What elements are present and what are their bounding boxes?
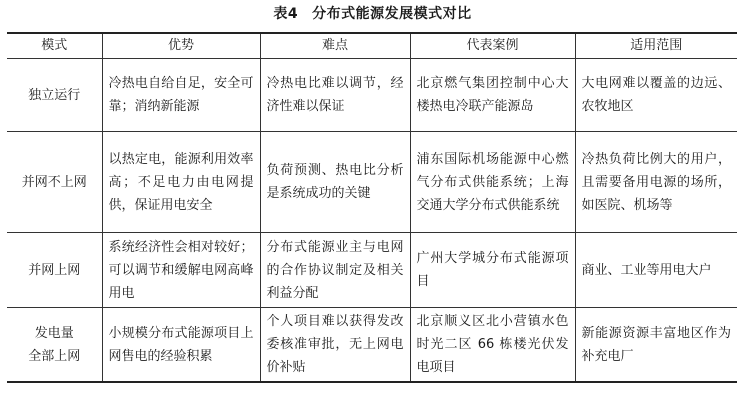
cell-scope: 冷热负荷比例大的用户，且需要备用电源的场所，如医院、机场等 bbox=[575, 132, 737, 233]
header-difficulty: 难点 bbox=[260, 33, 410, 59]
cell-mode: 独立运行 bbox=[7, 59, 102, 132]
cell-scope: 大电网难以覆盖的边远、农牧地区 bbox=[575, 59, 737, 132]
table-row bbox=[7, 308, 737, 383]
cell-mode-line1: 发电量 bbox=[34, 325, 74, 341]
header-case: 代表案例 bbox=[410, 33, 575, 59]
table-row bbox=[7, 59, 737, 132]
cell-advantage: 系统经济性会相对较好；可以调节和缓解电网高峰用电 bbox=[102, 233, 260, 308]
table-row bbox=[7, 132, 737, 233]
cell-scope: 商业、工业等用电大户 bbox=[575, 233, 737, 308]
cell-difficulty: 冷热电比难以调节，经济性难以保证 bbox=[260, 59, 410, 132]
comparison-table bbox=[7, 32, 737, 383]
cell-case: 广州大学城分布式能源项目 bbox=[410, 233, 575, 308]
cell-mode bbox=[7, 308, 102, 383]
cell-mode-line2: 全部上网 bbox=[28, 348, 81, 364]
cell-advantage: 小规模分布式能源项目上网售电的经验积累 bbox=[102, 308, 260, 383]
header-mode: 模式 bbox=[7, 33, 102, 59]
header-scope: 适用范围 bbox=[575, 33, 737, 59]
cell-mode: 并网上网 bbox=[7, 233, 102, 308]
cell-difficulty: 个人项目难以获得发改委核准审批，无上网电价补贴 bbox=[260, 308, 410, 383]
header-advantage: 优势 bbox=[102, 33, 260, 59]
cell-case: 北京燃气集团控制中心大楼热电冷联产能源岛 bbox=[410, 59, 575, 132]
table-row bbox=[7, 233, 737, 308]
cell-mode: 并网不上网 bbox=[7, 132, 102, 233]
table-header-row bbox=[7, 33, 737, 59]
cell-difficulty: 负荷预测、热电比分析是系统成功的关键 bbox=[260, 132, 410, 233]
table-title: 分布式能源发展模式对比 bbox=[312, 6, 472, 22]
cell-case: 北京顺义区北小营镇水色时光二区 66 栋楼光伏发电项目 bbox=[410, 308, 575, 383]
cell-case: 浦东国际机场能源中心燃气分布式供能系统；上海交通大学分布式供能系统 bbox=[410, 132, 575, 233]
cell-scope: 新能源资源丰富地区作为补充电厂 bbox=[575, 308, 737, 383]
cell-difficulty: 分布式能源业主与电网的合作协议制定及相关利益分配 bbox=[260, 233, 410, 308]
table-caption bbox=[0, 4, 745, 24]
cell-advantage: 以热定电，能源利用效率高；不足电力由电网提供，保证用电安全 bbox=[102, 132, 260, 233]
table-number: 表4 bbox=[273, 6, 299, 22]
cell-advantage: 冷热电自给自足，安全可靠；消纳新能源 bbox=[102, 59, 260, 132]
